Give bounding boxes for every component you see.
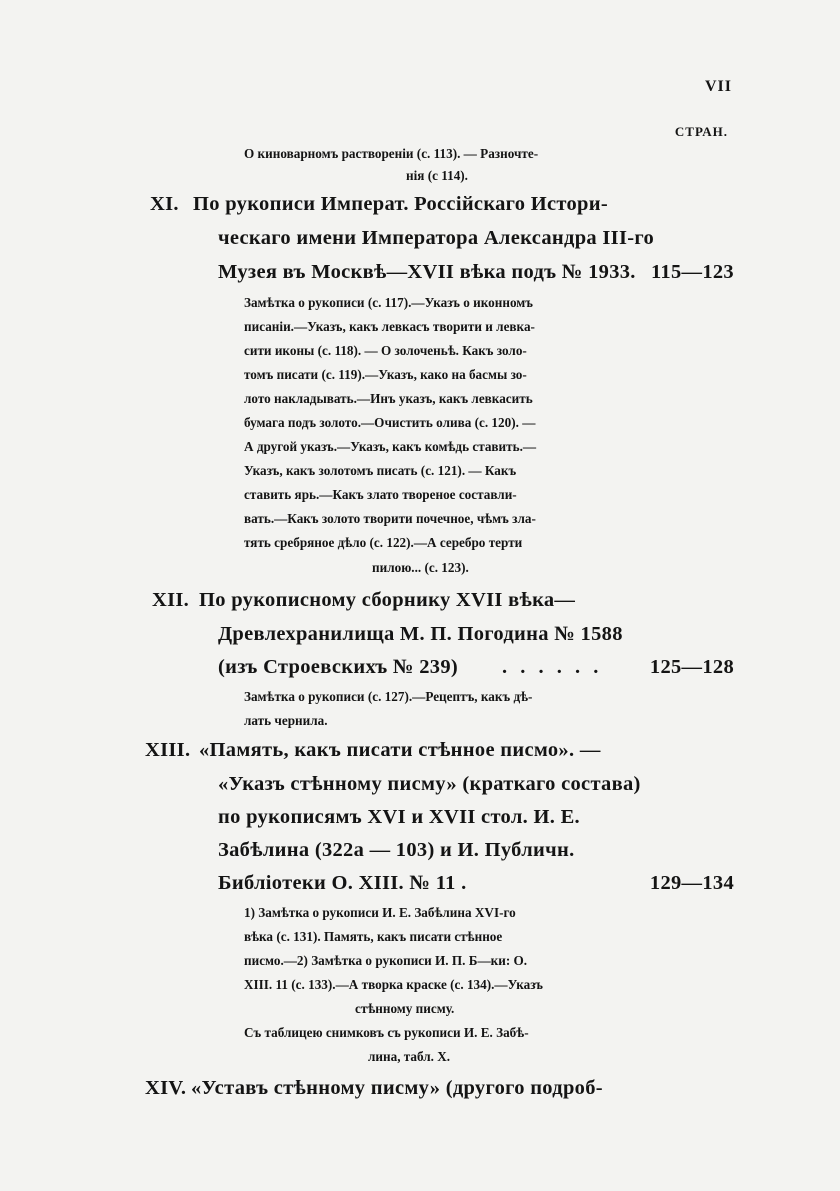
note-line: Съ таблицею снимковъ съ рукописи И. Е. Забѣ-: [244, 1025, 529, 1040]
entry-number: XI.: [150, 193, 179, 215]
entry-title-line: Древлехранилища М. П. Погодина № 1588: [218, 623, 623, 645]
entry-number: XIV.: [145, 1077, 187, 1099]
note-line: писанiи.—Указъ, какъ левкасъ творити и левка-: [244, 319, 535, 334]
note-line: вѣка (с. 131). Память, какъ писати стѣнное: [244, 929, 503, 944]
note-line: А другой указъ.—Указъ, какъ комѣдь ставить.—: [244, 439, 537, 454]
note-line: сити иконы (с. 118). — О золоченьѣ. Какъ золо-: [244, 343, 527, 358]
entry-pages: 129—134: [649, 872, 734, 894]
note-line: нiя (с 114).: [406, 168, 468, 183]
entry-title-line: (изъ Строевскихъ № 239): [218, 656, 458, 678]
entry-title-line: ческаго имени Императора Александра III-го: [218, 227, 654, 249]
dot-leader: . . . . . .: [502, 656, 603, 678]
entry-number: XII.: [152, 589, 190, 611]
note-line: ставить ярь.—Какъ злато твореное составли-: [244, 487, 517, 502]
note-line: лото накладывать.—Инъ указъ, какъ левкасить: [244, 391, 533, 406]
note-line: стѣнному писму.: [355, 1001, 455, 1016]
note-line: томъ писати (с. 119).—Указъ, како на басмы зо-: [244, 367, 527, 382]
note-line: лина, табл. X.: [368, 1049, 451, 1064]
note-line: Замѣтка о рукописи (с. 117).—Указъ о иконномъ: [244, 295, 533, 310]
note-line: вать.—Какъ золото творити почечное, чѣмъ зла-: [244, 511, 536, 526]
note-line: пилою... (с. 123).: [372, 560, 469, 575]
note-line: 1) Замѣтка о рукописи И. Е. Забѣлина XVI-го: [244, 905, 516, 920]
entry-pages: 115—123: [651, 261, 734, 283]
note-line: Указъ, какъ золотомъ писать (с. 121). — Какъ: [244, 463, 517, 478]
entry-pages: 125—128: [649, 656, 734, 678]
entry-title-line: «Память, какъ писати стѣнное писмо». —: [199, 739, 601, 761]
entry-title-line: по рукописямъ XVI и XVII стол. И. Е.: [218, 806, 580, 828]
entry-title-line: Забѣлина (322а — 103) и И. Публичн.: [218, 839, 575, 861]
entry-title-line: Музея въ Москвѣ—XVII вѣка подъ № 1933.: [218, 261, 636, 283]
page-number: VII: [704, 78, 732, 95]
pages-column-label: СТРАН.: [674, 124, 728, 139]
entry-number: XIII.: [145, 739, 191, 761]
entry-title-line: Библiотеки О. XIII. № 11 .: [218, 872, 467, 894]
note-line: XIII. 11 (с. 133).—А творка краске (с. 134).—Указъ: [244, 977, 543, 992]
note-line: О киноварномъ растворенiи (с. 113). — Разночте-: [244, 146, 539, 161]
note-line: лать чернила.: [244, 713, 328, 728]
note-line: бумага подъ золото.—Очистить олива (с. 120). —: [244, 415, 536, 430]
entry-title-line: «Указъ стѣнному писму» (краткаго состава): [218, 773, 641, 795]
note-line: тять сребряное дѣло (с. 122).—А серебро терти: [244, 535, 523, 550]
entry-title-line: «Уставъ стѣнному писму» (другого подроб-: [191, 1077, 603, 1099]
note-line: Замѣтка о рукописи (с. 127).—Рецептъ, какъ дѣ-: [244, 689, 533, 704]
entry-title-line: По рукописному сборнику XVII вѣка—: [199, 589, 576, 611]
note-line: писмо.—2) Замѣтка о рукописи И. П. Б—ки: О.: [244, 953, 528, 968]
entry-title-line: По рукописи Императ. Россiйскаго Истори-: [193, 193, 608, 215]
